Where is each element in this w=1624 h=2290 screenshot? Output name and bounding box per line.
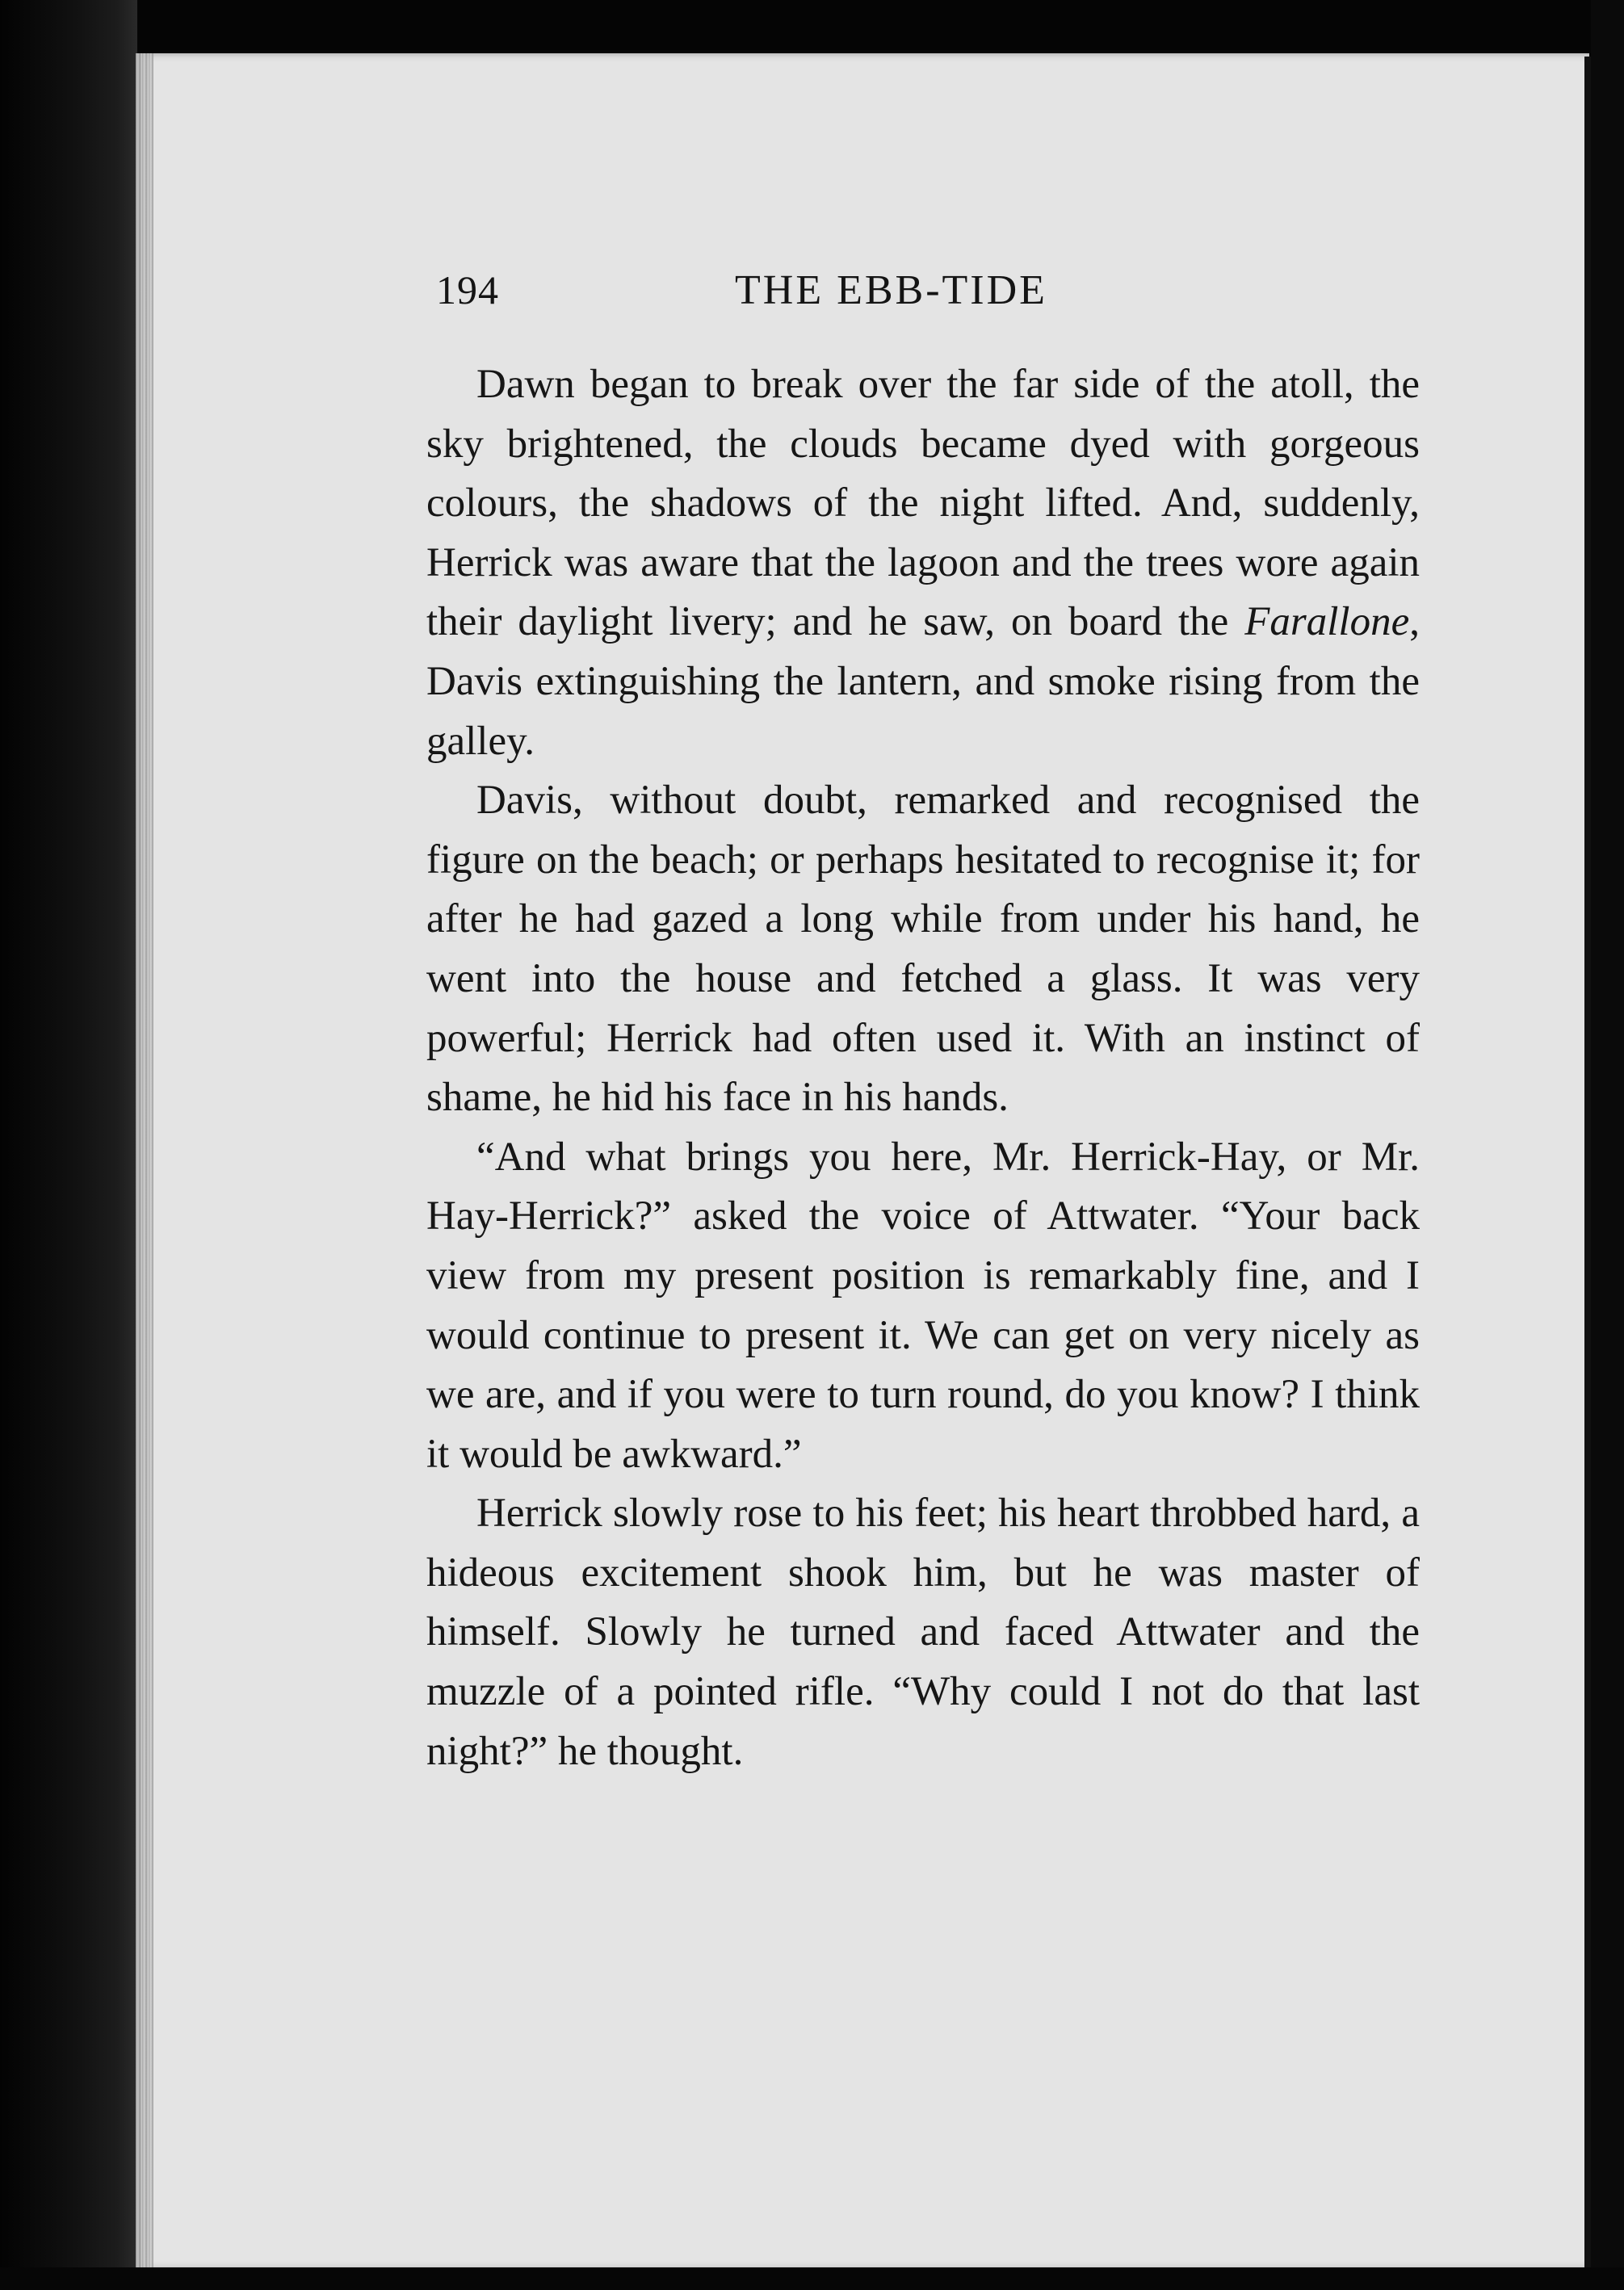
page-header bbox=[436, 266, 1421, 331]
paragraph-1 bbox=[426, 355, 1420, 771]
page-gutter-edge bbox=[136, 53, 153, 2270]
paragraph-3: “And what brings you here, Mr. Herrick-Hay, or Mr. Hay-Herrick?” asked the voice of Attwater. “Your back view from my present position is remarkably fine, and I would continue to present it. We can get on very nicely as we are, and if you were to turn round, do you know? I think it would be awkward.” bbox=[426, 1134, 1420, 1477]
paragraph-1-text-before: Dawn began to break over the far side of the atoll, the sky brightened, the clouds became dyed with gorgeous colours, the shadows of the night lifted. And, suddenly, Herrick was aware that the lagoon and the trees wore again their daylight livery; and he saw, on board the bbox=[426, 362, 1420, 645]
ship-name: Farallone bbox=[1244, 599, 1410, 645]
page-number: 194 bbox=[436, 267, 499, 312]
scan-bottom-border bbox=[0, 2267, 1624, 2290]
page-right-edge bbox=[1584, 57, 1591, 2269]
body-text bbox=[426, 355, 1420, 1781]
running-head: THE EBB-TIDE bbox=[735, 267, 1047, 313]
scan-left-margin bbox=[0, 0, 137, 2290]
scan-top-border bbox=[0, 0, 1624, 57]
scan-right-margin bbox=[1591, 0, 1624, 2290]
paragraph-1-text-after: , Davis extinguishing the lantern, and smoke rising from the galley. bbox=[426, 599, 1420, 764]
paragraph-2: Davis, without doubt, remarked and recognised the figure on the beach; or perhaps hesitated to recognise it; for after he had gazed a long while from under his hand, he went into the house and fetched a glass. It was very powerful; Herrick had often used it. With an instinct of shame, he hid his face in his hands. bbox=[426, 778, 1420, 1121]
paragraph-4: Herrick slowly rose to his feet; his heart throbbed hard, a hideous excitement shook him, but he was master of himself. Slowly he turned and faced Attwater and the muzzle of a pointed rifle. “Why could I not do that last night?” he thought. bbox=[426, 1491, 1420, 1774]
